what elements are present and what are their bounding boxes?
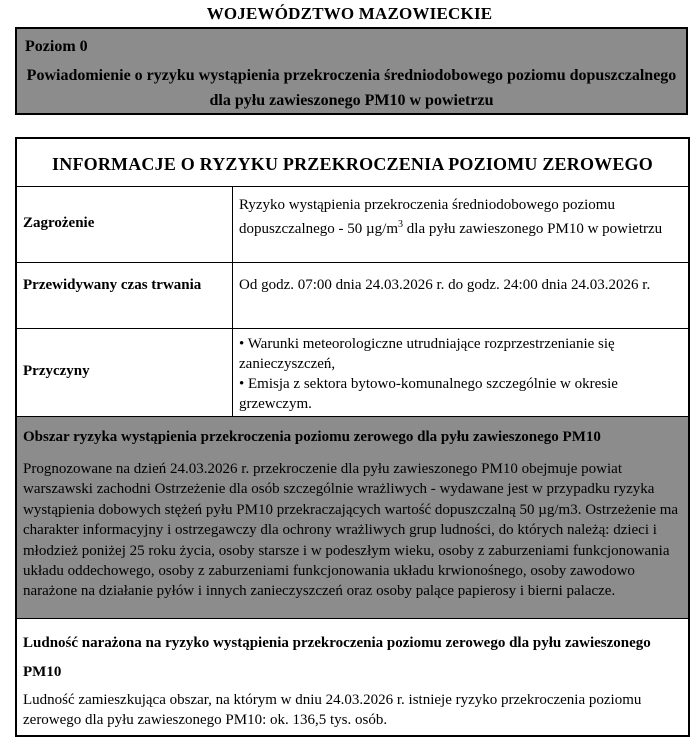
level-notice-box [15,27,688,115]
risk-area-title: Obszar ryzyka wystąpienia przekroczenia poziomu zerowego dla pyłu zawieszonego PM10 [23,429,601,445]
threat-text-before: Ryzyko wystąpienia przekroczenia średniodobowego poziomu dopuszczalnego - 50 µg/m [239,197,615,237]
region-title: WOJEWÓDZTWO MAZOWIECKIE [206,4,493,23]
risk-area-body: Prognozowane na dzień 24.03.2026 r. przekroczenie dla pyłu zawieszonego PM10 obejmuje powiat warszawski zachodni Ostrzeżenie dla osób szczególnie wrażliwych - wydawane jest w przypadku ryzyka wystąpienia dobowych stężeń pyłu PM10 przekraczających wartość dopuszczalną 50 µg/m3. Ostrzeżenie ma charakter informacyjny i ostrzegawczy dla ochrony wrażliwych grup ludności, do których należą: dzieci i młodzież poniżej 25 roku życia, osoby starsze i w podeszłym wieku, osoby z zaburzeniami funkcjonowania układu oddechowego, osoby z zaburzeniami funkcjonowania układu krwionośnego, osoby zawodowo narażone na działanie pyłów i innych zanieczyszczeń oraz osoby palące papierosy i bierni palacze. [23,461,679,600]
threat-row [17,187,688,263]
causes-label: Przyczyny [23,363,90,379]
cause-item: • Warunki meteorologiczne utrudniające rozprzestrzenianie się zanieczyszczeń, [239,336,615,372]
risk-info-table [15,137,690,737]
duration-label-cell [17,263,233,328]
cause-item: • Emisja z sektora bytowo-komunalnego szczególnie w okresie grzewczym. [239,376,618,412]
level-description: Powiadomienie o ryzyku wystąpienia przekroczenia średniodobowego poziomu dopuszczalnego dla pyłu zawieszonego PM10 w powietrzu [26,67,677,109]
threat-label-cell [17,187,233,262]
exposed-population-body: Ludność zamieszkująca obszar, na którym w dniu 24.03.2026 r. istnieje ryzyko przekroczenia poziomu zerowego dla pyłu zawieszonego PM10: ok. 136,5 tys. osób. [23,692,642,728]
threat-text-after: dla pyłu zawieszonego PM10 w powietrzu [403,221,663,237]
threat-value [239,195,682,239]
duration-label: Przewidywany czas trwania [23,277,202,293]
duration-row [17,263,688,329]
duration-value: Od godz. 07:00 dnia 24.03.2026 r. do godz. 24:00 dnia 24.03.2026 r. [239,277,651,293]
causes-list [239,334,682,414]
threat-unit-superscript: 3 [398,219,404,230]
causes-label-cell [17,329,233,416]
exposed-population-title: Ludność narażona na ryzyko wystąpienia przekroczenia poziomu zerowego dla pyłu zawieszonego PM10 [23,635,651,680]
causes-row [17,329,688,417]
threat-label: Zagrożenie [23,215,95,231]
level-label: Poziom 0 [25,38,88,55]
info-table-header: INFORMACJE O RYZYKU PRZEKROCZENIA POZIOMU ZEROWEGO [17,139,688,187]
risk-area-section [17,417,688,619]
